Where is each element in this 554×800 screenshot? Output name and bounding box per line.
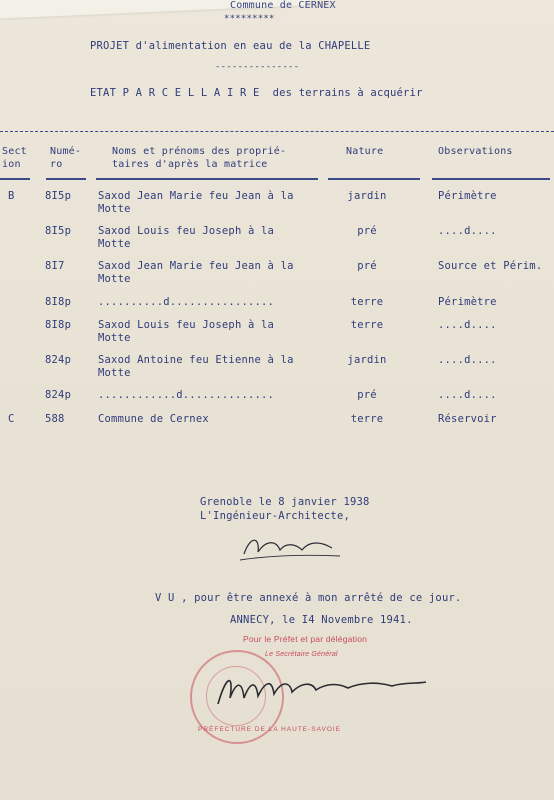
star-divider: *********: [224, 14, 275, 24]
row-observations: ....d....: [438, 225, 497, 237]
signer-title: L'Ingénieur-Architecte,: [200, 510, 350, 522]
header-underline: [46, 178, 86, 180]
document-subtitle: ETAT P A R C E L L A I R E des terrains à acquérir: [90, 87, 423, 99]
stamp-prefet-line: Pour le Préfet et par délégation: [243, 634, 368, 644]
col-header-section: Sect ion: [2, 146, 27, 170]
row-section: B: [8, 190, 15, 202]
row-section: C: [8, 413, 15, 425]
row-owner: Saxod Louis feu Joseph à la Motte: [98, 319, 275, 344]
row-nature: jardin: [347, 190, 387, 202]
row-numero: 8I7: [45, 260, 65, 272]
row-observations: Source et Périm.: [438, 260, 543, 272]
row-numero: 8I8p: [45, 296, 72, 308]
row-nature: terre: [350, 296, 384, 308]
seal-text: PRÉFECTURE DE LA HAUTE-SAVOIE: [198, 726, 342, 733]
project-title: PROJET d'alimentation en eau de la CHAPELLE: [90, 40, 371, 52]
row-observations: Périmètre: [438, 190, 497, 202]
table-top-rule: [0, 131, 554, 132]
col-header-numero: Numé- ro: [50, 146, 82, 170]
commune-line: Commune de CERNEX: [230, 0, 336, 11]
col-header-noms: Noms et prénoms des proprié- taires d'après la matrice: [112, 146, 287, 170]
row-nature: terre: [350, 319, 384, 331]
place-date: Grenoble le 8 janvier 1938: [200, 496, 370, 508]
row-owner: Saxod Antoine feu Etienne à la Motte: [98, 354, 294, 379]
row-owner: Commune de Cernex: [98, 413, 209, 425]
row-numero: 588: [45, 413, 65, 425]
row-nature: jardin: [347, 354, 387, 366]
row-observations: ....d....: [438, 319, 497, 331]
row-numero: 824p: [45, 389, 72, 401]
row-numero: 8I5p: [45, 225, 72, 237]
secretary-signature: [212, 668, 432, 714]
header-underline: [432, 178, 550, 180]
row-numero: 8I5p: [45, 190, 72, 202]
row-nature: pré: [357, 389, 377, 401]
row-observations: ....d....: [438, 389, 497, 401]
col-header-nature: Nature: [346, 146, 384, 157]
engineer-signature: [236, 530, 346, 566]
stamp-secretaire-line: Le Secrétaire Général: [265, 651, 338, 658]
row-observations: ....d....: [438, 354, 497, 366]
header-underline: [96, 178, 318, 180]
row-observations: Périmètre: [438, 296, 497, 308]
vu-annex-line: V U , pour être annexé à mon arrêté de ce jour.: [155, 592, 462, 604]
annecy-date: ANNECY, le I4 Novembre 1941.: [230, 614, 413, 626]
row-owner: Saxod Jean Marie feu Jean à la Motte: [98, 190, 294, 215]
row-owner: ..........d................: [98, 296, 275, 308]
row-nature: terre: [350, 413, 384, 425]
col-header-observations: Observations: [438, 146, 513, 157]
row-observations: Réservoir: [438, 413, 497, 425]
header-underline: [328, 178, 420, 180]
header-underline: [0, 178, 30, 180]
row-owner: Saxod Louis feu Joseph à la Motte: [98, 225, 275, 250]
row-owner: ............d..............: [98, 389, 275, 401]
row-owner: Saxod Jean Marie feu Jean à la Motte: [98, 260, 294, 285]
dash-divider: ---------------: [215, 62, 300, 72]
row-nature: pré: [357, 225, 377, 237]
row-numero: 824p: [45, 354, 72, 366]
row-numero: 8I8p: [45, 319, 72, 331]
row-nature: pré: [357, 260, 377, 272]
